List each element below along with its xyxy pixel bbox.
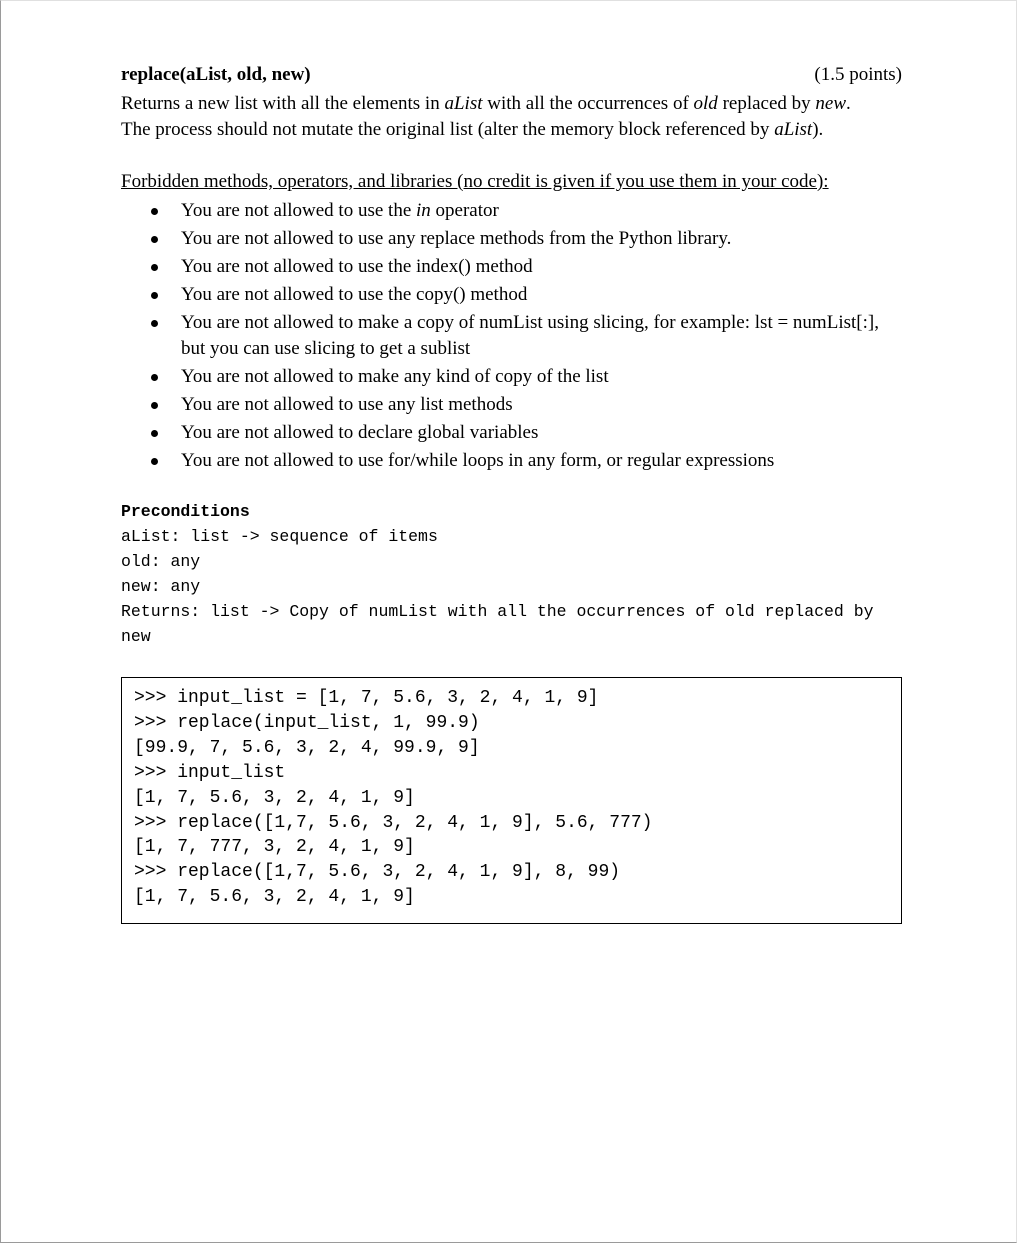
code-line: >>> input_list = [1, 7, 5.6, 3, 2, 4, 1, 9] [134,688,599,708]
code-line: >>> replace([1,7, 5.6, 3, 2, 4, 1, 9], 5.6, 777) [134,813,653,833]
function-header [121,64,902,90]
returns-line: Returns: list -> Copy of numList with all the occurrences of old replaced by [121,602,874,621]
list-item: You are not allowed to use the index() method [181,256,533,277]
bullet-icon [151,264,158,271]
list-item: You are not allowed to use any list methods [181,394,513,415]
list-item: You are not allowed to make any kind of copy of the list [181,366,609,387]
list-item: You are not allowed to use the in operator [181,200,499,221]
precondition-line: new: any [121,577,201,596]
code-line: >>> replace([1,7, 5.6, 3, 2, 4, 1, 9], 8, 99) [134,862,621,882]
bullet-icon [151,292,158,299]
list-item: You are not allowed to use the copy() method [181,284,528,305]
list-item: You are not allowed to declare global variables [181,422,539,443]
description-line-1: Returns a new list with all the elements in aList with all the occurrences of old replaced by new. [121,93,851,114]
bullet-icon [151,430,158,437]
forbidden-heading: Forbidden methods, operators, and libraries (no credit is given if you use them in your code): [121,171,829,192]
bullet-icon [151,458,158,465]
bullet-icon [151,402,158,409]
bullet-icon [151,320,158,327]
description-line-2: The process should not mutate the original list (alter the memory block referenced by aList). [121,119,824,140]
precondition-line: aList: list -> sequence of items [121,527,438,546]
function-signature: replace(aList, old, new) [121,64,311,85]
code-line: [1, 7, 5.6, 3, 2, 4, 1, 9] [134,887,415,907]
code-line: [99.9, 7, 5.6, 3, 2, 4, 99.9, 9] [134,738,480,758]
returns-line-continuation: new [121,627,151,646]
code-line: >>> input_list [134,763,286,783]
list-item-continuation: but you can use slicing to get a sublist [181,338,471,359]
description [121,91,911,143]
preconditions-title: Preconditions [121,502,250,521]
example-code-box [121,677,902,924]
points-label: (1.5 points) [814,64,902,85]
bullet-icon [151,208,158,215]
bullet-icon [151,236,158,243]
code-line: [1, 7, 777, 3, 2, 4, 1, 9] [134,837,415,857]
precondition-line: old: any [121,552,201,571]
list-item: You are not allowed to make a copy of numList using slicing, for example: lst = numList[:], [181,312,879,333]
code-line: [1, 7, 5.6, 3, 2, 4, 1, 9] [134,788,415,808]
list-item: You are not allowed to use for/while loops in any form, or regular expressions [181,450,775,471]
code-line: >>> replace(input_list, 1, 99.9) [134,713,480,733]
list-item: You are not allowed to use any replace methods from the Python library. [181,228,732,249]
bullet-icon [151,374,158,381]
